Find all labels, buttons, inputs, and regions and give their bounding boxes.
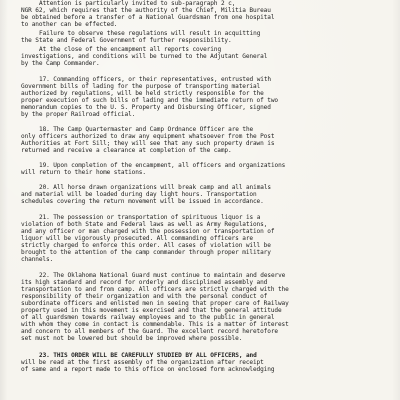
text-line: of all guardsmen towards railway employees and to the public in general	[21, 314, 275, 321]
text-line: authorized by regulations, will be held strictly responsible for the	[21, 90, 264, 97]
text-line: liquor will be vigorously prosecuted. All commanding officers are	[21, 235, 253, 242]
text-line: 22. The Oklahoma National Guard must continue to maintain and deserve	[39, 272, 286, 279]
text-line: NGR 62, which requires that the authority of the Chief, Militia Bureau	[21, 7, 271, 14]
text-line: Government bills of lading for the purpose of transporting material	[21, 83, 261, 90]
text-line: and concern to all members of the Guard. The excellent record heretofore	[21, 328, 278, 335]
text-line: by the Camp Commander.	[21, 60, 100, 67]
text-line: and material will be loaded during day light hours. Transportation	[21, 191, 257, 198]
text-line: transportation to and from camp. All officers are strictly charged with the	[21, 286, 289, 293]
text-line: memorandum copies to the U. S. Property and Disbursing Officer, signed	[21, 104, 271, 111]
scan-shadow-left	[0, 0, 8, 400]
text-line: strictly charged to enforce this order. All cases of violation will be	[21, 242, 271, 249]
text-line: 21. The possession or transportation of spirituous liquor is a	[39, 214, 261, 221]
text-line: At the close of the encampment all reports covering	[39, 46, 222, 53]
text-line: of same and a report made to this office on enclosed form acknowledging	[21, 366, 275, 373]
text-line: 18. The Camp Quartermaster and Camp Ordnance Officer are the	[39, 126, 254, 133]
text-line: 20. All horse drawn organizations will break camp and all animals	[39, 184, 271, 191]
text-line: proper execution of such bills of lading and the immediate return of two	[21, 97, 278, 104]
text-line: subordinate officers and enlisted men in seeing that proper care of Railway	[21, 300, 289, 307]
text-line: returned and receive a clearance at completion of the camp.	[21, 147, 232, 154]
text-line: by the proper Railroad official.	[21, 111, 136, 118]
text-line: and any officer or man charged with the possession or transportation of	[21, 228, 275, 235]
text-line: the State and Federal Government of further responsibility.	[21, 37, 232, 44]
text-line: Failure to observe these regulations will result in acquitting	[39, 30, 261, 37]
text-line: responsibility of their organization and with the personal conduct of	[21, 293, 268, 300]
text-line: 23. THIS ORDER WILL BE CAREFULLY STUDIED BY ALL OFFICERS, and	[39, 352, 257, 359]
text-line: 17. Commanding officers, or their representatives, entrusted with	[39, 76, 271, 83]
text-line: will return to their home stations.	[21, 169, 146, 176]
text-line: be obtained before a transfer of a National Guardsman from one hospital	[21, 14, 275, 21]
text-line: Attention is particularly invited to sub-paragraph 2 c,	[39, 0, 236, 7]
text-line: only officers authorized to draw any equipment whatsoever from the Post	[21, 133, 275, 140]
text-line: brought to the attention of the camp commander through proper military	[21, 249, 271, 256]
text-line: set must not be lowered but should be improved where possible.	[21, 335, 243, 342]
text-line: Authorities at Fort Sill; they will see that any such property drawn is	[21, 140, 275, 147]
text-line: to another can be effected.	[21, 21, 118, 28]
text-line: with whom they come in contact is commendable. This is a matter of interest	[21, 321, 289, 328]
text-line: 19. Upon completion of the encampment, all officers and organizations	[39, 162, 286, 169]
text-line: investigations, and conditions will be turned to the Adjutant General	[21, 53, 268, 60]
scan-shadow-right	[392, 0, 400, 400]
text-line: violation of both State and Federal laws as well as Army Regulations,	[21, 221, 268, 228]
text-line: channels.	[21, 256, 54, 263]
text-line: schedules covering the return movement will be issued in accordance.	[21, 198, 264, 205]
text-line: property used in this movement is exercised and that the general attitude	[21, 307, 282, 314]
text-line: its high standard and record for orderly and disciplined assembly and	[21, 279, 268, 286]
text-line: will be read at the first assembly of the organization after receipt	[21, 359, 264, 366]
